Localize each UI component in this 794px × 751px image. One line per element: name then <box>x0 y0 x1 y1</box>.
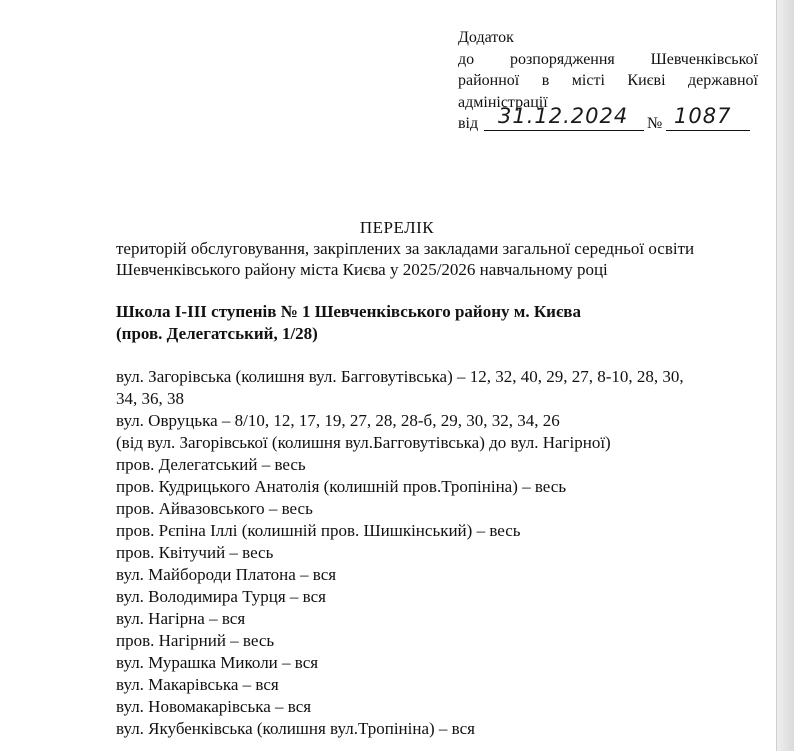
appendix-administration-end: адміністрації <box>458 93 548 111</box>
document-title: ПЕРЕЛІК <box>359 218 435 237</box>
page-edge-shadow <box>776 0 794 751</box>
street-item: пров. Делегатський – весь <box>116 455 306 474</box>
appendix-order-line: до розпорядження Шевченківської <box>458 50 758 68</box>
handwritten-number: 1087 <box>674 104 732 128</box>
handwritten-date: 31.12.2024 <box>498 104 629 128</box>
street-item: пров. Нагірний – весь <box>116 631 275 650</box>
appendix-title: Додаток <box>458 29 514 46</box>
street-item: пров. Рєпіна Іллі (колишній пров. Шишкінський) – весь <box>116 521 521 540</box>
street-item: вул. Загорівська (колишня вул. Багговутівська) – 12, 32, 40, 29, 27, 8-10, 28, 30, <box>116 367 684 386</box>
subtitle-line: територій обслуговування, закріплених за закладами загальної середньої освіти <box>116 239 695 258</box>
number-underline <box>666 130 750 131</box>
street-item: вул. Новомакарівська – вся <box>116 697 312 716</box>
date-number-row <box>458 104 758 137</box>
document-subtitle <box>116 238 776 280</box>
appendix-block <box>458 27 758 137</box>
street-item: вул. Макарівська – вся <box>116 675 279 694</box>
street-item: вул. Овруцька – 8/10, 12, 17, 19, 27, 28, 28-б, 29, 30, 32, 34, 26 <box>116 411 560 430</box>
street-item: вул. Якубенківська (колишня вул.Тропініна) – вся <box>116 719 475 738</box>
school-address: (пров. Делегатський, 1/28) <box>116 324 318 343</box>
street-item: вул. Майбороди Платона – вся <box>116 565 337 584</box>
school-name: Школа І-ІІІ ступенів № 1 Шевченківського району м. Києва <box>116 302 581 321</box>
street-item: 34, 36, 38 <box>116 389 184 408</box>
number-label: № <box>647 115 663 132</box>
school-heading <box>116 301 776 345</box>
date-underline <box>484 130 644 131</box>
street-item: вул. Мурашка Миколи – вся <box>116 653 319 672</box>
street-item: пров. Айвазовського – весь <box>116 499 313 518</box>
appendix-administration-line: районної в місті Києві державної <box>458 72 758 89</box>
street-item: (від вул. Загорівської (колишня вул.Багговутівська) до вул. Нагірної) <box>116 433 611 452</box>
street-item: пров. Квітучий – весь <box>116 543 274 562</box>
street-list <box>116 366 776 740</box>
street-item: вул. Володимира Турця – вся <box>116 587 326 606</box>
from-label: від <box>458 115 479 132</box>
street-item: пров. Кудрицького Анатолія (колишній пров.Тропініна) – весь <box>116 477 567 496</box>
street-item: вул. Нагірна – вся <box>116 609 246 628</box>
subtitle-line: Шевченківського району міста Києва у 2025/2026 навчальному році <box>116 260 608 279</box>
